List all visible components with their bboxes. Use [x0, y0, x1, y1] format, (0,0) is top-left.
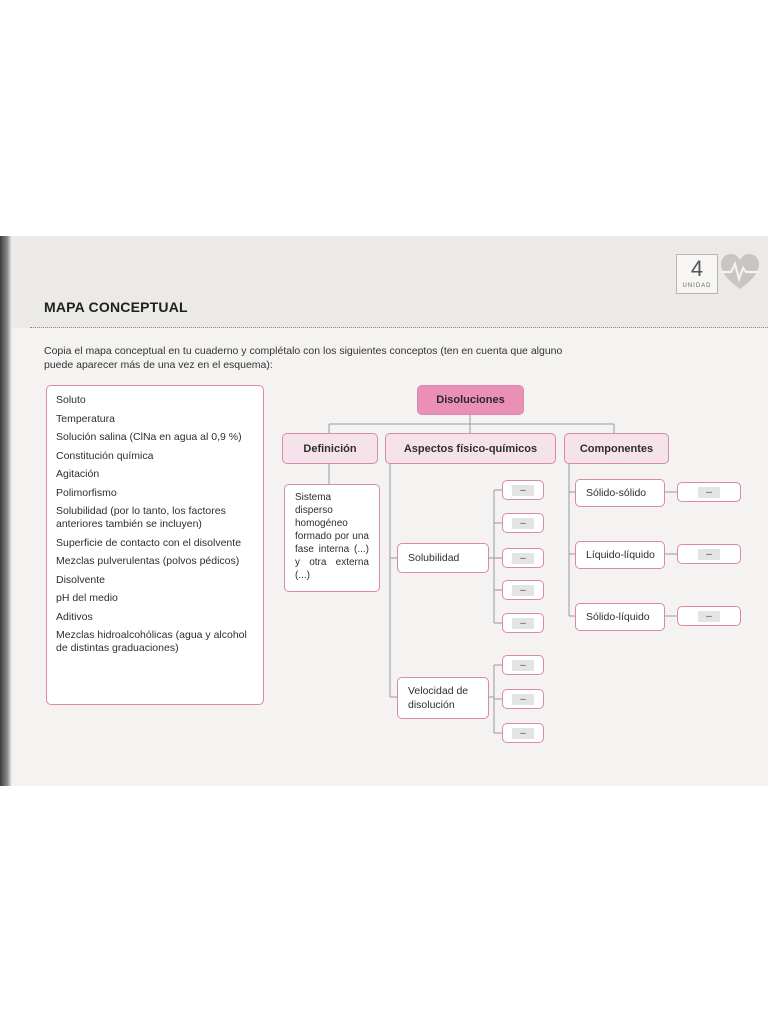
node-disoluciones: Disoluciones	[417, 385, 524, 415]
blank-placeholder: ...	[512, 694, 534, 705]
instructions-text: Copia el mapa conceptual en tu cuaderno y complétalo con los siguientes conceptos (ten en cuenta que alguno puede aparecer más de una vez en el esquema):	[44, 345, 563, 371]
concept-item: Polimorfismo	[56, 486, 117, 499]
blank-placeholder: ...	[698, 487, 720, 498]
blank-placeholder: ...	[512, 518, 534, 529]
node-definicion: Definición	[282, 433, 378, 464]
definition-text: Sistema disperso homogéneo formado por una fase interna (...) y otra externa (...)	[284, 484, 380, 592]
concept-item: Superficie de contacto con el disolvente	[56, 536, 242, 549]
blank-placeholder: ...	[512, 553, 534, 564]
concept-item: Solubilidad (por lo tanto, los factores anteriores también se incluyen)	[56, 505, 226, 530]
concept-item: Mezclas hidroalcohólicas (agua y alcohol de distintas graduaciones)	[56, 629, 247, 654]
blank-placeholder: ...	[512, 585, 534, 596]
concept-item: Agitación	[56, 468, 100, 480]
blank-placeholder: ...	[512, 660, 534, 671]
node-solido-solido: Sólido-sólido	[575, 479, 665, 507]
node-componentes: Componentes	[564, 433, 669, 464]
concept-item: Constitución química	[56, 449, 154, 462]
unit-label: UNIDAD	[682, 283, 712, 289]
unit-number: 4	[690, 256, 704, 281]
blank-box[interactable]	[502, 655, 544, 675]
concept-item: Soluto	[56, 394, 86, 406]
blank-box[interactable]	[502, 513, 544, 533]
node-solido-liquido: Sólido-líquido	[575, 603, 665, 631]
blank-placeholder: ...	[512, 485, 534, 496]
concept-item: Disolvente	[56, 573, 106, 586]
node-velocidad-disolucion: Velocidad de disolución	[397, 677, 489, 719]
blank-placeholder: ...	[698, 611, 720, 622]
blank-box[interactable]	[502, 480, 544, 500]
node-solubilidad: Solubilidad	[397, 543, 489, 573]
blank-box[interactable]	[677, 544, 741, 564]
blank-box[interactable]	[502, 613, 544, 633]
concept-item: Solución salina (ClNa en agua al 0,9 %)	[56, 431, 242, 443]
node-liquido-liquido: Líquido-líquido	[575, 541, 665, 569]
node-aspectos-fisico-quimicos: Aspectos físico-químicos	[385, 433, 556, 464]
concept-item: Temperatura	[56, 412, 115, 425]
concept-item: Mezclas pulverulentas (polvos pédicos)	[56, 555, 240, 567]
blank-box[interactable]	[502, 723, 544, 743]
blank-box[interactable]	[502, 689, 544, 709]
blank-placeholder: ...	[512, 618, 534, 629]
blank-box[interactable]	[502, 580, 544, 600]
blank-box[interactable]	[677, 482, 741, 502]
concept-item: Aditivos	[56, 610, 93, 623]
blank-box[interactable]	[677, 606, 741, 626]
concept-item: pH del medio	[56, 592, 118, 604]
blank-placeholder: ...	[698, 549, 720, 560]
blank-box[interactable]	[502, 548, 544, 568]
blank-placeholder: ...	[512, 728, 534, 739]
page-title: MAPA CONCEPTUAL	[44, 299, 188, 315]
